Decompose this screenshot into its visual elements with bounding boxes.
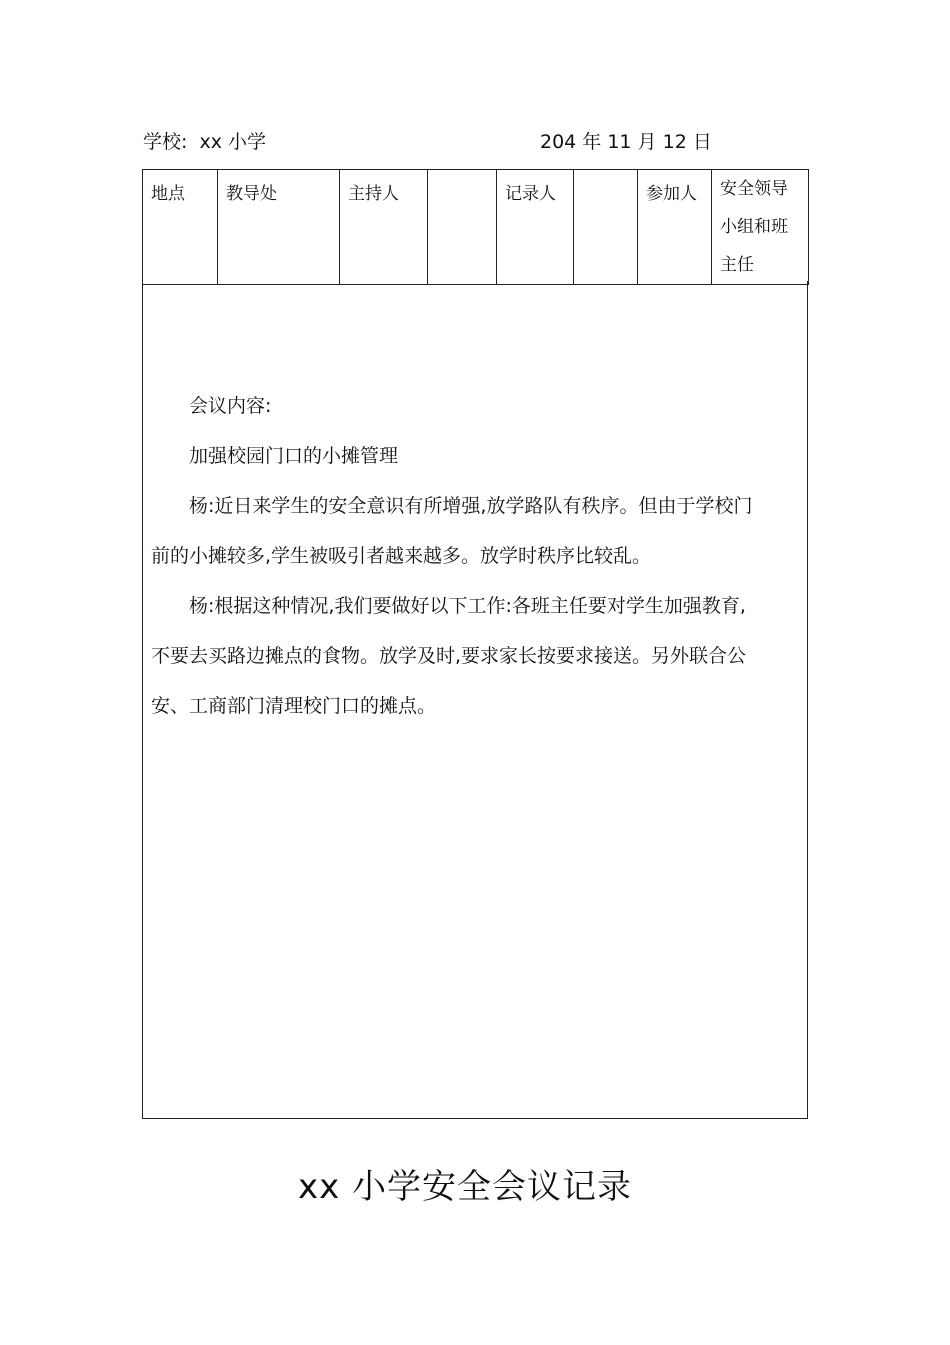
content-topic: 加强校园门口的小摊管理 (189, 445, 399, 467)
host-value (428, 170, 497, 285)
participants-value: 安全领导小组和班主任 (712, 170, 809, 285)
document-header (143, 128, 808, 156)
school-line (143, 128, 266, 156)
host-label: 主持人 (340, 170, 428, 285)
location-value: 教导处 (218, 170, 340, 285)
content-paragraph: 杨:近日来学生的安全意识有所增强,放学路队有秩序。但由于学校门前的小摊较多,学生被吸引者越来越多。放学时秩序比较乱。 (151, 495, 753, 567)
content-paragraph: 杨:根据这种情况,我们要做好以下工作:各班主任要对学生加强教育,不要去买路边摊点的食物。放学及时,要求家长按要求接送。另外联合公安、工商部门清理校门口的摊点。 (151, 595, 747, 717)
participants-label: 参加人 (638, 170, 712, 285)
meeting-info-table (142, 169, 809, 285)
meeting-content-box (142, 281, 808, 1119)
school-label: 学校: (143, 131, 188, 153)
recorder-label: 记录人 (497, 170, 574, 285)
content-heading: 会议内容: (189, 395, 272, 417)
meeting-content (151, 381, 761, 731)
document-title: xx 小学安全会议记录 (297, 1167, 633, 1207)
table-row (143, 170, 809, 285)
school-name: xx 小学 (199, 131, 267, 153)
location-label: 地点 (143, 170, 218, 285)
meeting-date: 204 年 11 月 12 日 (540, 131, 712, 153)
recorder-value (574, 170, 638, 285)
